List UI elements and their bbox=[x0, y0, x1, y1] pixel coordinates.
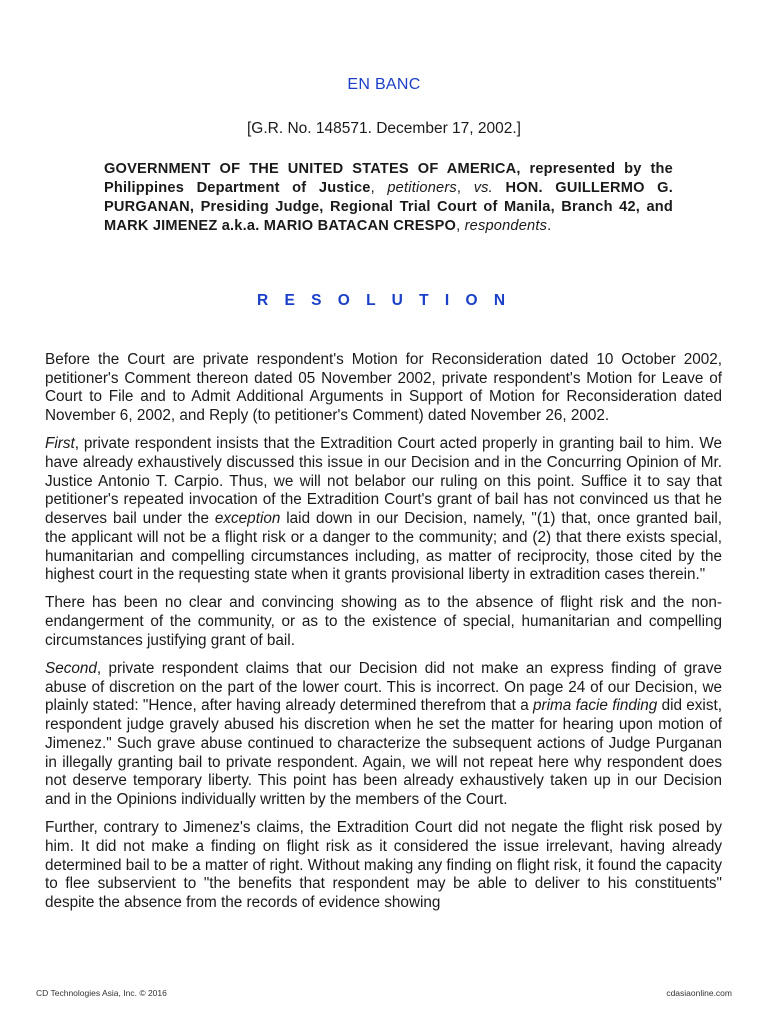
document-body bbox=[45, 351, 722, 922]
paragraph-4 bbox=[45, 660, 722, 810]
caption-respondents-label: respondents bbox=[464, 218, 548, 234]
division-heading: EN BANC bbox=[347, 76, 421, 93]
paragraph-5: Further, contrary to Jimenez's claims, the Extradition Court did not negate the flight risk posed by him. It did not make a finding on flight risk as it considered the issue irrelevant, having already determined bail to be a matter of right. Without making any finding on flight risk, it found the capacity to flee subservient to "the benefits that respondent may be able to deliver to his constituents" despite the absence from the records of evidence showing bbox=[45, 819, 722, 911]
caption-vs: vs. bbox=[473, 180, 493, 196]
paragraph-3: There has been no clear and convincing showing as to the absence of flight risk and the non-endangerment of the community, or as to the existence of special, humanitarian and compelling circumstances justifying grant of bail. bbox=[45, 594, 722, 649]
case-number: [G.R. No. 148571. December 17, 2002.] bbox=[247, 120, 521, 137]
resolution-title: R E S O L U T I O N bbox=[256, 292, 512, 309]
exception-term: exception bbox=[214, 510, 281, 528]
case-caption: GOVERNMENT OF THE UNITED STATES OF AMERICA, represented by the Philippines Department of Justice, petitioners, vs. HON. GUILLERMO G. PURGANAN, Presiding Judge, Regional Trial Court of Manila, Branch 42, and MARK JIMENEZ a.k.a. MARIO BATACAN CRESPO, respondents. bbox=[104, 161, 673, 234]
paragraph-4-text-b: did exist, respondent judge gravely abused his discretion when he set the matter for hearing upon motion of Jimenez." Such grave abuse continued to characterize the subsequent actions of Judge Purganan in illegally granting bail to private respondent. Again, we will not repeat here why respondent does not deserve temporary liberty. This point has been already exhaustively taken up in our Decision and in the Opinions individually written by the members of the Court. bbox=[45, 697, 722, 808]
paragraph-2-lead: First bbox=[45, 435, 75, 453]
prima-facie-term: prima facie finding bbox=[533, 697, 658, 715]
caption-party2: HON. GUILLERMO G. PURGANAN, Presiding Judge, Regional Trial Court of Manila, Branch 42, and MARK JIMENEZ a.k.a. MARIO BATACAN CRESPO bbox=[104, 180, 673, 234]
footer-site-link[interactable]: cdasiaonline.com bbox=[666, 988, 732, 998]
paragraph-2-text-a: , private respondent insists that the Extradition Court acted properly in granting bail to him. We have already exhaustively discussed this issue in our Decision and in the Concurring Opinion of Mr. Justice Antonio T. Carpio. Thus, we will not belabor our ruling on this point. Suffice it to say that petitioner's repeated invocation of the Extradition Court's grant of bail has not convinced us that he deserves bail under the bbox=[45, 435, 722, 528]
caption-petitioners-label: petitioners bbox=[387, 180, 457, 196]
caption-party1: GOVERNMENT OF THE UNITED STATES OF AMERICA, represented by the Philippines Department of Justice bbox=[104, 161, 673, 196]
footer-copyright: CD Technologies Asia, Inc. © 2016 bbox=[36, 988, 167, 998]
paragraph-2-text-b: laid down in our Decision, namely, "(1) that, once granted bail, the applicant will not be a flight risk or a danger to the community; and (2) that there exists special, humanitarian and compelling circumstances including, as matter of reciprocity, those cited by the highest court in the requesting state when it grants provisional liberty in extradition cases therein." bbox=[45, 510, 722, 584]
paragraph-4-text-a: , private respondent claims that our Decision did not make an express finding of grave abuse of discretion on the part of the lower court. This is incorrect. On page 24 of our Decision, we plainly stated: "Hence, after having already determined therefrom that a bbox=[45, 660, 722, 715]
paragraph-1: Before the Court are private respondent's Motion for Reconsideration dated 10 October 2002, petitioner's Comment thereon dated 05 November 2002, private respondent's Motion for Leave of Court to File and to Admit Additional Arguments in Support of Motion for Reconsideration dated November 6, 2002, and Reply (to petitioner's Comment) dated November 26, 2002. bbox=[45, 351, 722, 425]
paragraph-4-lead: Second bbox=[45, 660, 97, 678]
paragraph-2 bbox=[45, 435, 722, 585]
